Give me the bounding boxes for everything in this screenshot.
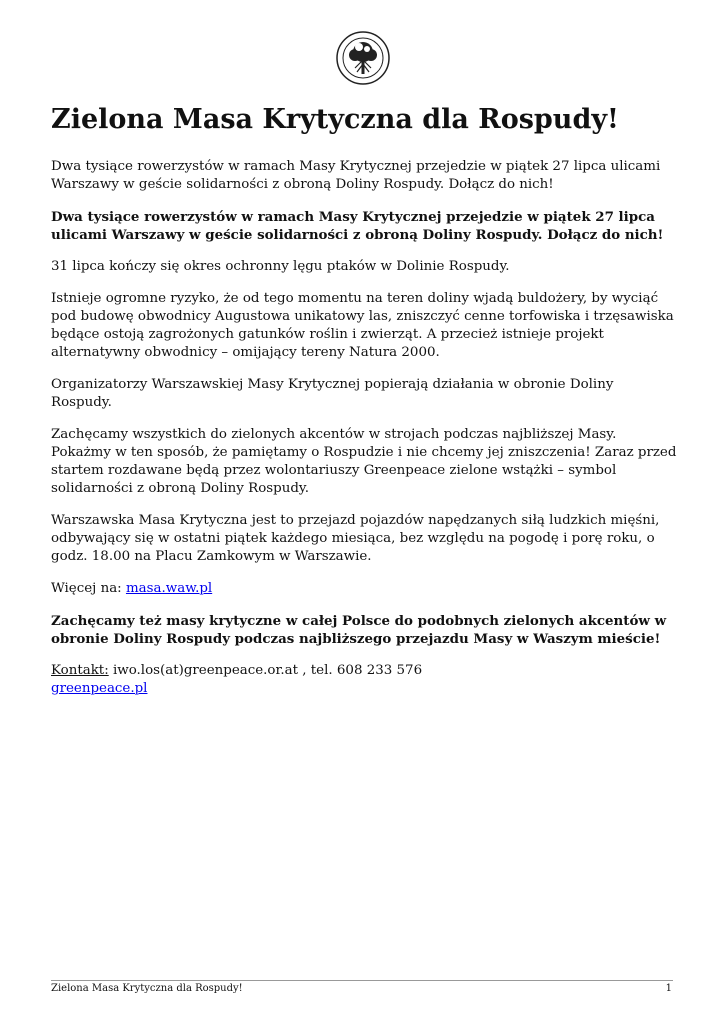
contact-label: Kontakt: <box>51 663 109 678</box>
greenpeace-link[interactable]: greenpeace.pl <box>51 681 148 696</box>
masa-link[interactable]: masa.waw.pl <box>125 581 213 596</box>
lead-paragraph: Dwa tysiące rowerzystów w ramach Masy Krytycznej przejedzie w piątek 27 lipca ulicami Warszawy w geście solidarności z obroną Doliny Rospudy. Dołącz do nich! <box>51 209 664 243</box>
paragraph-2: Istnieje ogromne ryzyko, że od tego momentu na teren doliny wjadą buldożery, by wyciąć pod budowę obwodnicy Augustowa unikatowy las, zniszczyć cenne torfowiska i trzęsawiska będące ostoją zagrożonych gatunków roślin i zwierząt. A przecież istnieje projekt alternatywny obwodnicy – omijający tereny Natura 2000. <box>51 291 674 360</box>
tree-seal-icon <box>335 30 391 86</box>
more-info-label: Więcej na: <box>51 581 122 596</box>
paragraph-4: Zachęcamy wszystkich do zielonych akcentów w strojach podczas najbliższej Masy. Pokażmy w ten sposób, że pamiętamy o Rospudzie i nie chcemy jej zniszczenia! Zaraz przed startem rozdawane będą przez wolontariuszy Greenpeace zielone wstążki – symbol solidarności z obroną Doliny Rospudy. <box>51 427 677 496</box>
page-number: 1 <box>665 983 672 994</box>
page-title: Zielona Masa Krytyczna dla Rospudy! <box>51 104 619 135</box>
closing-paragraph: Zachęcamy też masy krytyczne w całej Polsce do podobnych zielonych akcentów w obronie Doliny Rospudy podczas najbliższego przejazdu Masy w Waszym mieście! <box>51 613 667 647</box>
paragraph-1: 31 lipca kończy się okres ochronny lęgu ptaków w Dolinie Rospudy. <box>51 259 510 274</box>
footer-title: Zielona Masa Krytyczna dla Rospudy! <box>51 983 243 994</box>
more-info-paragraph <box>51 580 677 598</box>
contact-details: iwo.los(at)greenpeace.or.at , tel. 608 233 576 <box>108 663 423 678</box>
contact-paragraph <box>51 662 677 698</box>
paragraph-5: Warszawska Masa Krytyczna jest to przejazd pojazdów napędzanych siłą ludzkich mięśni, odbywający się w ostatni piątek każdego miesiąca, bez względu na pogodę i porę roku, o godz. 18.00 na Placu Zamkowym w Warszawie. <box>51 513 660 564</box>
article-body <box>51 158 677 712</box>
paragraph-3: Organizatorzy Warszawskiej Masy Krytycznej popierają działania w obronie Doliny Rospudy. <box>51 377 614 410</box>
footer-divider <box>51 980 673 981</box>
intro-paragraph: Dwa tysiące rowerzystów w ramach Masy Krytycznej przejedzie w piątek 27 lipca ulicami Warszawy w geście solidarności z obroną Doliny Rospudy. Dołącz do nich! <box>51 159 661 192</box>
